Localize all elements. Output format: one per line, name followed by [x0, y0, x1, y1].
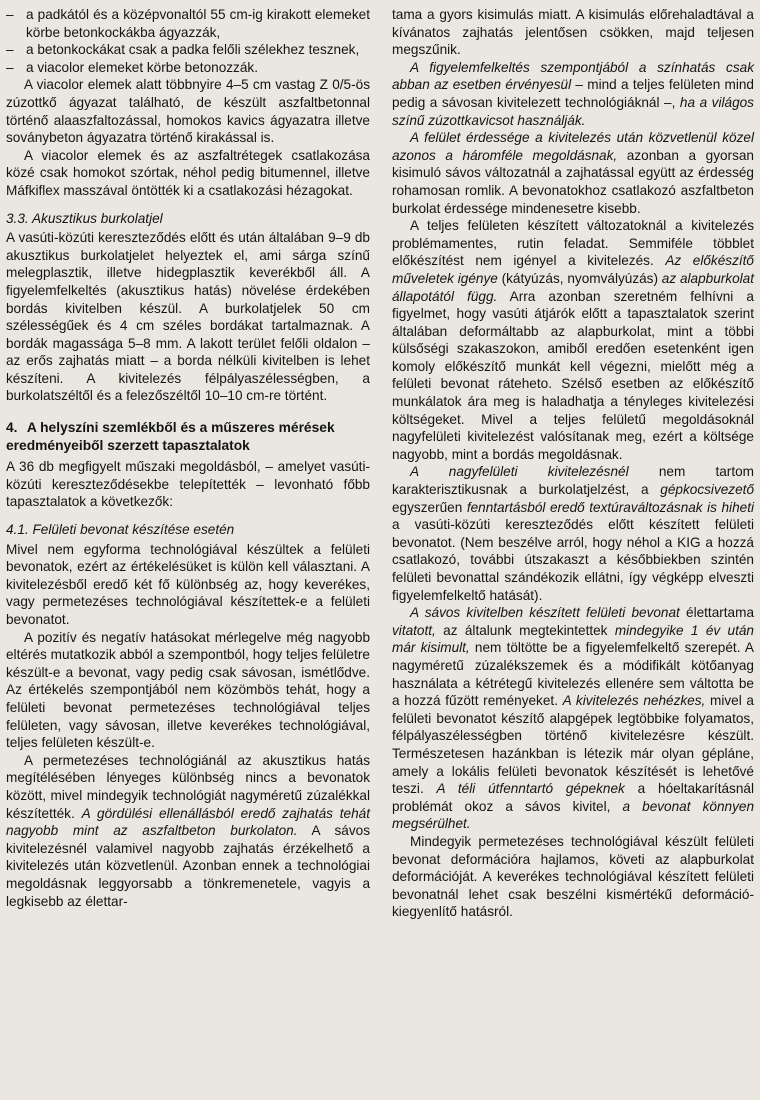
- list-item: [6, 59, 370, 77]
- bullet-dash: –: [6, 42, 14, 58]
- emphasis: az alapburkolat állapotától függ.: [392, 270, 755, 304]
- subsection-title: Felületi bevonat készítése esetén: [32, 522, 235, 538]
- text-run: – mind a teljes felületen mind pedig a sávosan kivitelezett technológiáknál –,: [392, 77, 754, 110]
- emphasis: gépkocsivezető: [660, 482, 754, 498]
- list-item: [6, 6, 370, 41]
- bullet-text: a betonkockákat csak a padka felőli szélekhez tesznek,: [26, 42, 360, 58]
- paragraph: [392, 604, 754, 833]
- paragraph: A vasúti-közúti kereszteződés előtt és után általában 9–9 db akusztikus burkolatjelet helyeztek el, ami sárga színű melegplasztik, illetve hidegplasztik keverékből áll. A figyelemfelkeltés (akusztikus hatás) növelése érdekében bordás kivitelben készül. A burkolatjelek 50 cm szélességűek és 4 cm széles bordákat tartalmaznak. A bordák magassága 5–8 mm. A lakott terület felőli oldalon – az erős zajhatás miatt – a borda nélküli kivitelben is lehet készíteni. A kivitelezés félpályaszélességben, a burkolatszéltől és a felezőszéltől 10–10 cm-re történt.: [6, 230, 370, 404]
- section-heading: [6, 419, 370, 454]
- section-title: A helyszíni szemlékből és a műszeres mérések eredményeiből szerzett tapasztalatok: [6, 420, 335, 453]
- paragraph: [6, 752, 370, 910]
- text-run: A teljes felületen készített változatoknál a kivitelezés problémamentes, rutin feladat. Semmiféle többlet előkészítést nem igényel a kivitelezés.: [392, 218, 754, 269]
- paragraph: Mivel nem egyforma technológiával készültek a felületi bevonatok, ezért az értékelésüket is külön kell választani. A kivitelezésből eredő két fő különbség az, hogy keverékes, vagy permetezéses technológiával készítettek-e a felületi bevonatot.: [6, 541, 370, 627]
- text-run: a hóeltakarításnál problémát okoz a sávos kivitel,: [392, 781, 754, 814]
- right-column: [392, 6, 754, 921]
- paragraph: A pozitív és negatív hatásokat mérlegelve még nagyobb eltérés mutatkozik abból a szempontból, hogy teljes felületre készült-e a bevonat, vagy pedig csak sávosan, ismétlődve. Az értékelés szempontjából nem közömbös tehát, hogy a felületi bevonat permetezéses technológiával teljes felületen, vagy sávosan, illetve keverékes technológiával, teljes felületen készült-e.: [6, 629, 370, 751]
- text-run: A permetezéses technológiánál az akusztikus hatás megítélésében lényeges különbség nincs a bevonatok között, mivel mindegyik technológiát nagyméretű zúzalékkal készítették.: [6, 752, 370, 821]
- emphasis: A gördülési ellenállásból eredő zajhatás tehát nagyobb mint az aszfaltbeton burkolaton.: [6, 805, 370, 839]
- text-run: nem tartom karakterisztikusnak a burkolatjelzést, a: [392, 464, 754, 498]
- text-run: A sávos kivitelezésnél valamivel nagyobb zajhatás érzékelhető a kivitelezés után közvetlenül. Azonban ennek a technológiai megoldásnak leggyorsabb a tönkremenetele, vagyis a legkisebb az élettar-: [6, 823, 370, 909]
- emphasis: vitatott,: [392, 622, 436, 638]
- bullet-dash: –: [6, 59, 14, 75]
- subsection-number: 4.1.: [6, 522, 29, 538]
- emphasis: ha a világos színű zúzottkavicsot használják.: [392, 94, 754, 128]
- emphasis: Az előkészítő műveletek igénye: [392, 253, 754, 286]
- left-column: [6, 6, 370, 910]
- paragraph: tama a gyors kisimulás miatt. A kisimulás előrehaladtával a kívánatos zajhatás jelentősen csökken, majd teljesen megszűnik.: [392, 7, 754, 58]
- bullet-dash: –: [6, 7, 14, 22]
- emphasis: A téli útfenntartó gépeknek: [436, 781, 625, 797]
- subsection-number: 3.3.: [6, 210, 29, 226]
- paragraph: Mindegyik permetezéses technológiával készült felületi bevonat deformációra hajlamos, követi az alapburkolat deformációját. A keverékes technológiával készített felületi bevonatnál lehet csak beszélni kismértékű deformáció-kiegyenlítő hatásról.: [392, 833, 754, 920]
- paragraph: [392, 463, 754, 604]
- list-item: [6, 41, 370, 59]
- section-number: 4.: [6, 420, 18, 436]
- emphasis: A felület érdessége a kivitelezés után közvetlenül közel azonos a háromféle megoldásnak,: [392, 130, 754, 163]
- text-run: egyszerűen: [392, 499, 467, 515]
- subsection-heading: [6, 521, 370, 539]
- emphasis: mindegyike 1 év után már kisimult,: [392, 622, 754, 656]
- subsection-title: Akusztikus burkolatjel: [31, 210, 163, 226]
- paragraph: [392, 217, 754, 463]
- text-run: nem töltötte be a figyelemfelkeltő szerepét. A nagyméretű zúzalékszemek és a módifikált kötőanyag használata a kétrétegű kivitelezés ellenére sem váltotta be a hozzá fűzött reményeket.: [392, 640, 755, 709]
- bullet-text: a padkától és a középvonaltól 55 cm-ig kirakott elemeket körbe betonkockákba ágyazzák,: [26, 7, 370, 40]
- emphasis: A nagyfelületi kivitelezésnél: [410, 464, 629, 480]
- emphasis: a bevonat könnyen megsérülhet.: [392, 798, 755, 832]
- paragraph: A viacolor elemek és az aszfaltrétegek csatlakozása közé csak homokot szórtak, néhol pedig bitumennel, illetve Máfkiflex masszával öntötték ki a csatlakozási hézagokat.: [6, 147, 370, 198]
- emphasis: A kivitelezés nehézkes,: [562, 693, 706, 709]
- text-run: Arra azonban szeretném felhívni a figyelmet, hogy vasúti átjárók előtt a tapasztalatok szerint általában deformáltabb az alapburkolat, mint a többi külsőségi szakaszokon, amiből eredően esetenként igen komoly előkészítő munkát kell végezni, mielőtt még a felületi bevonat ráteheto. Szélső esetben az előkészítő munkálatok ára meg is haladhatja a tényleges kivitelezési költségeket. Mivel a teljes felületű megoldásoknál nagyfelületi kivitelezést valósítanak meg, ezért a költsége nagyobb, mint a bordás megoldásnak.: [392, 288, 754, 462]
- emphasis: A figyelemfelkeltés szempontjából a színhatás csak abban az esetben érvényesül: [392, 59, 754, 93]
- paragraph: A viacolor elemek alatt többnyire 4–5 cm vastag Z 0/5-ös zúzottkő ágyazat található, de készült aszfaltbetonnal történő alaaszfaltozással, homokos kavics ágyazatra illetve soványbeton ágyazatra történő kirakással is.: [6, 77, 370, 146]
- emphasis: fenntartásból eredő textúraváltozásnak is hiheti: [466, 499, 754, 515]
- bullet-text: a viacolor elemeket körbe betonozzák.: [26, 59, 258, 75]
- emphasis: A sávos kivitelben készített felületi bevonat: [410, 605, 680, 621]
- subsection-heading: [6, 210, 370, 228]
- paragraph: [392, 129, 754, 217]
- text-run: a vasúti-közúti kereszteződés előtt készített felületi bevonatot. (Nem beszélve arról, hogy néhol a KIG a hozzá csatlakozó, további útszakaszt a későbbiekben szintén felületi bevonattal szándékozik ellátni, így végképp elveszti figyelemfelkeltő hatását).: [392, 517, 754, 603]
- paragraph: [392, 59, 754, 129]
- text-run: az általunk megtekintettek: [435, 622, 615, 638]
- text-run: mivel a felületi bevonatot készítő alapgépek legtöbbike folyamatos, félpályaszélességben történő kivitelezésre készült. Természetesen hazánkban is létezik már olyan gépláne, amely a lokális felületi bevonatok készítését is lehetővé teszi.: [392, 693, 754, 797]
- text-run: azonban a gyorsan kisimuló sávos változatnál a zajhatással együtt az érdesség rohamosan romlik. A bevonatokhoz csatlakozó aszfaltbeton burkolat érdessége mindenesetre kisebb.: [392, 147, 754, 216]
- text-run: (kátyúzás, nyomvályúzás): [497, 270, 662, 286]
- text-run: élettartama: [679, 605, 755, 621]
- paragraph: A 36 db megfigyelt műszaki megoldásból, – amelyet vasúti-közúti kereszteződésekbe telepítették – levonható főbb tapasztalatok a következők:: [6, 459, 370, 510]
